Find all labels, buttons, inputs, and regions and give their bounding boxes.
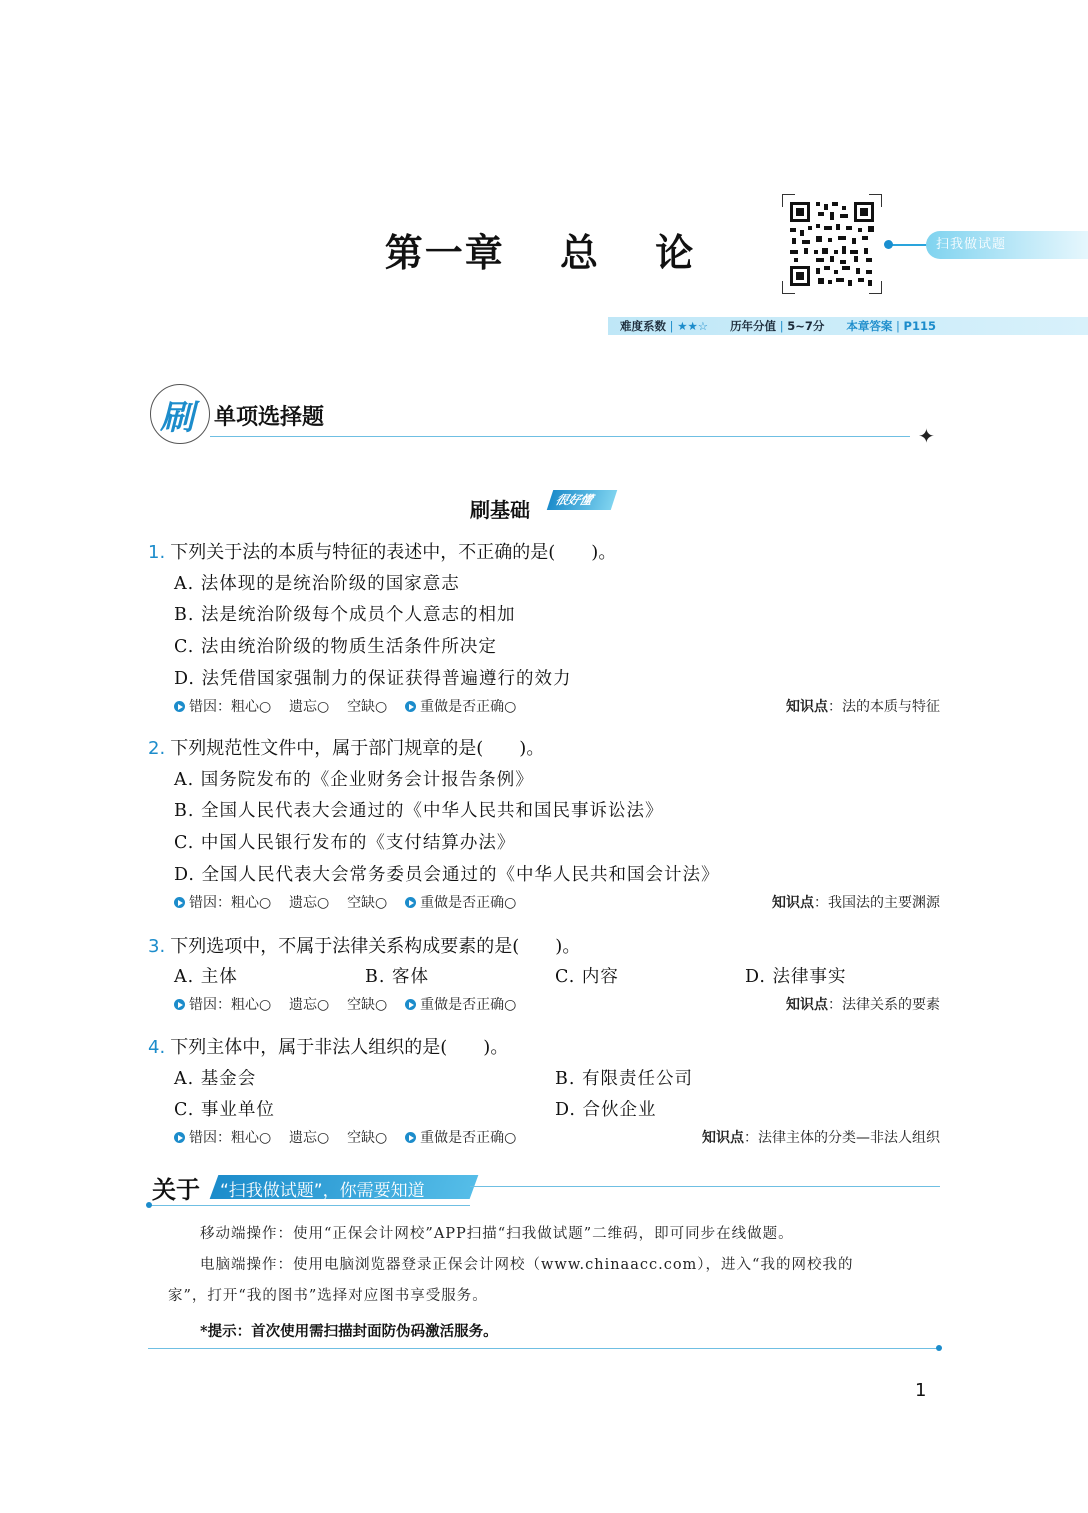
option-b[interactable]: B. 客体 [365, 967, 429, 987]
option-b[interactable]: B. 有限责任公司 [555, 1069, 693, 1089]
section-title: 单项选择题 [214, 405, 325, 430]
activation-hint: *提示：首次使用需扫描封面防伪码激活服务。 [200, 1323, 498, 1340]
about-divider-left [150, 1205, 470, 1206]
question-3 [148, 932, 580, 958]
option-a[interactable]: A. 主体 [174, 967, 238, 987]
knowledge-point [640, 994, 940, 1014]
error-reason-row [174, 994, 516, 1014]
kp-value: ：法律关系的要素 [828, 997, 940, 1013]
page-number: 1 [915, 1380, 927, 1401]
error-reason-row [174, 892, 516, 912]
chapter-title: 第一章 总 论 [384, 231, 696, 275]
knowledge-point [600, 1127, 940, 1147]
about-banner-text: “扫我做试题”，你需要知道 [220, 1181, 425, 1201]
answer-page: P115 [903, 319, 936, 333]
scan-connector-line [888, 244, 928, 246]
kp-value: ：法律主体的分类—非法人组织 [744, 1130, 940, 1146]
option-a[interactable]: A. 基金会 [174, 1069, 257, 1089]
reason-label: 错因： [189, 895, 231, 911]
play-icon [405, 897, 416, 908]
sub-heading-tag: 很好懂 [547, 490, 617, 510]
score-label: 历年分值 [730, 319, 777, 333]
question-text: 下列规范性文件中，属于部门规章的是( )。 [170, 738, 545, 759]
forgot-checkbox[interactable]: 遗忘○ [289, 895, 330, 911]
option-c[interactable]: C. 法由统治阶级的物质生活条件所决定 [174, 637, 497, 657]
kp-label: 知识点 [702, 1130, 744, 1146]
mobile-instructions: 移动端操作：使用“正保会计网校”APP扫描“扫我做试题”二维码，即可同步在线做题。 [200, 1226, 794, 1242]
option-d[interactable]: D. 全国人民代表大会常务委员会通过的《中华人民共和国会计法》 [174, 865, 720, 885]
knowledge-point [640, 696, 940, 716]
qr-code-icon[interactable] [782, 194, 882, 294]
option-a[interactable]: A. 国务院发布的《企业财务会计报告条例》 [174, 770, 534, 790]
play-icon [174, 999, 185, 1010]
careless-checkbox[interactable]: 粗心○ [231, 1130, 272, 1146]
scan-label[interactable]: 扫我做试题 [926, 231, 1088, 259]
option-d[interactable]: D. 法律事实 [745, 967, 847, 987]
redo-checkbox[interactable]: 重做是否正确○ [420, 1130, 517, 1146]
option-c[interactable]: C. 事业单位 [174, 1100, 275, 1120]
play-icon [174, 701, 185, 712]
careless-checkbox[interactable]: 粗心○ [231, 895, 272, 911]
question-text: 下列主体中，属于非法人组织的是( )。 [170, 1037, 509, 1058]
reason-label: 错因： [189, 1130, 231, 1146]
bottom-divider [148, 1348, 940, 1349]
option-b[interactable]: B. 全国人民代表大会通过的《中华人民共和国民事诉讼法》 [174, 801, 664, 821]
kp-value: ：我国法的主要渊源 [814, 895, 940, 911]
question-number: 3. [148, 936, 166, 957]
missing-checkbox[interactable]: 空缺○ [347, 699, 388, 715]
sparkle-icon: ✦ [918, 424, 935, 448]
redo-checkbox[interactable]: 重做是否正确○ [420, 997, 517, 1013]
section-badge-char: 刷 [160, 398, 194, 438]
chapter-meta-bar: 难度系数 | ★★☆ 历年分值 | 5~7分 本章答案 | P115 [608, 317, 1088, 335]
question-1 [148, 538, 616, 564]
scan-connector-dot [884, 240, 893, 249]
option-c[interactable]: C. 内容 [555, 967, 619, 987]
question-number: 1. [148, 542, 166, 563]
play-icon [405, 701, 416, 712]
option-b[interactable]: B. 法是统治阶级每个成员个人意志的相加 [174, 605, 516, 625]
difficulty-stars: ★★☆ [677, 319, 709, 333]
error-reason-row [174, 1127, 516, 1147]
sub-heading: 刷基础 [470, 498, 530, 522]
kp-label: 知识点 [786, 699, 828, 715]
reason-label: 错因： [189, 997, 231, 1013]
missing-checkbox[interactable]: 空缺○ [347, 1130, 388, 1146]
missing-checkbox[interactable]: 空缺○ [347, 895, 388, 911]
question-number: 2. [148, 738, 166, 759]
question-text: 下列关于法的本质与特征的表述中，不正确的是( )。 [170, 542, 617, 563]
play-icon [405, 999, 416, 1010]
bottom-dot [936, 1345, 942, 1351]
forgot-checkbox[interactable]: 遗忘○ [289, 1130, 330, 1146]
question-4 [148, 1033, 508, 1059]
score-value: 5~7分 [787, 319, 825, 333]
play-icon [405, 1132, 416, 1143]
option-a[interactable]: A. 法体现的是统治阶级的国家意志 [174, 574, 460, 594]
about-title: 关于 [152, 1176, 200, 1204]
knowledge-point [640, 892, 940, 912]
forgot-checkbox[interactable]: 遗忘○ [289, 997, 330, 1013]
redo-checkbox[interactable]: 重做是否正确○ [420, 895, 517, 911]
careless-checkbox[interactable]: 粗心○ [231, 997, 272, 1013]
careless-checkbox[interactable]: 粗心○ [231, 699, 272, 715]
desktop-instructions-cont: 家”，打开“我的图书”选择对应图书享受服务。 [168, 1288, 488, 1304]
question-2 [148, 734, 544, 760]
forgot-checkbox[interactable]: 遗忘○ [289, 699, 330, 715]
answer-label: 本章答案 [846, 319, 893, 333]
play-icon [174, 1132, 185, 1143]
question-text: 下列选项中，不属于法律关系构成要素的是( )。 [170, 936, 581, 957]
difficulty-label: 难度系数 [620, 319, 666, 333]
play-icon [174, 897, 185, 908]
kp-value: ：法的本质与特征 [828, 699, 940, 715]
kp-label: 知识点 [786, 997, 828, 1013]
missing-checkbox[interactable]: 空缺○ [347, 997, 388, 1013]
question-number: 4. [148, 1037, 166, 1058]
about-dot [146, 1202, 152, 1208]
redo-checkbox[interactable]: 重做是否正确○ [420, 699, 517, 715]
about-divider-top [470, 1186, 940, 1187]
reason-label: 错因： [189, 699, 231, 715]
section-divider [210, 436, 910, 437]
option-d[interactable]: D. 法凭借国家强制力的保证获得普遍遵行的效力 [174, 669, 572, 689]
desktop-instructions: 电脑端操作：使用电脑浏览器登录正保会计网校（www.chinaacc.com），进入“我的网校我的 [200, 1257, 854, 1273]
error-reason-row [174, 696, 516, 716]
option-c[interactable]: C. 中国人民银行发布的《支付结算办法》 [174, 833, 516, 853]
option-d[interactable]: D. 合伙企业 [555, 1100, 657, 1120]
kp-label: 知识点 [772, 895, 814, 911]
